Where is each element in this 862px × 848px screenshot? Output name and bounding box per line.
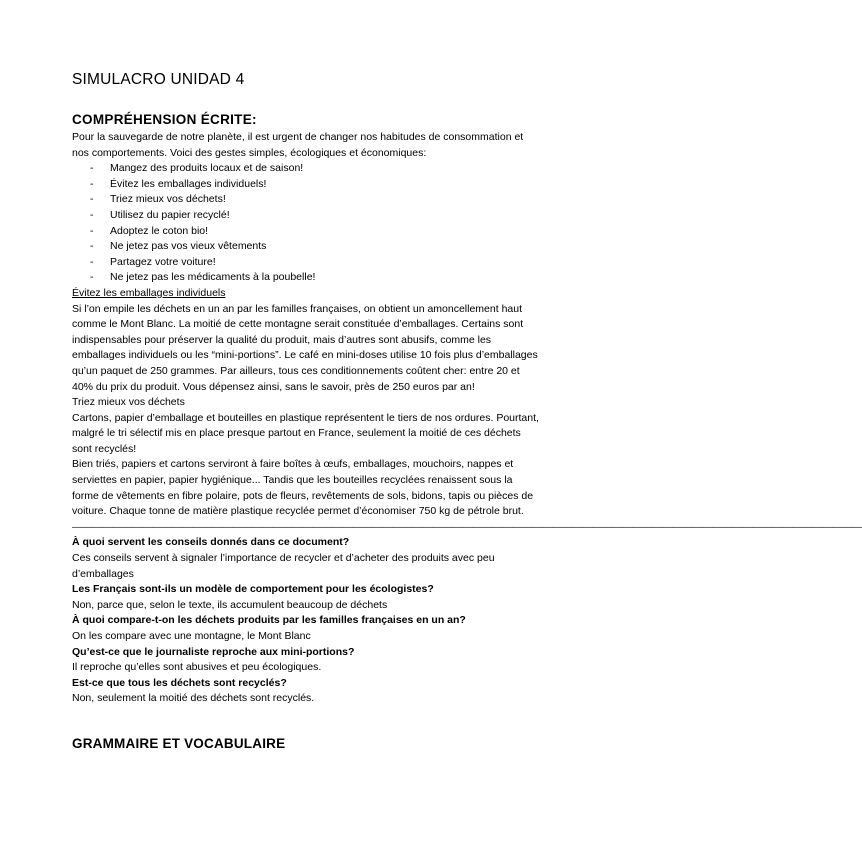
comprehension-body [72,130,862,707]
tips-list [72,161,542,286]
bullet-dash: - [90,240,94,253]
separator-line: ——————————————————————————————————————————————————————————————————————————————— [72,520,862,533]
subtitle-emballages: Évitez les emballages individuels [72,286,226,299]
bullet-dash: - [90,271,94,284]
list-item-text: Mangez des produits locaux et de saison! [110,162,304,175]
paragraph-recyclage: Bien triés, papiers et cartons serviront à faire boîtes à œufs, emballages, mouchoirs, nappes et serviettes en papier, papier hygiénique... Tandis que les bouteilles recyclées renaissent sous la forme de vêtements en fibre polaire, pots de fleurs, revêtements de sols, bidons, tapis ou pièces de voiture. Chaque tonne de matière plastique recyclée permet d’économiser 750 kg de pétrole brut. [72,458,534,518]
list-item [90,192,542,208]
list-item-text: Ne jetez pas vos vieux vêtements [110,240,267,253]
section-heading-comprehension: COMPRÉHENSION ÉCRITE: [72,112,257,127]
bullet-dash: - [90,255,94,268]
answer: Ces conseils servent à signaler l’importance de recycler et d’acheter des produits avec peu d’emballages [72,552,495,580]
intro-paragraph: Pour la sauvegarde de notre planète, il est urgent de changer nos habitudes de consommation et nos comportements. Voici des gestes simples, écologiques et économiques: [72,131,524,159]
list-item-text: Partagez votre voiture! [110,255,216,268]
list-item-text: Triez mieux vos déchets! [110,193,226,206]
list-item [90,270,542,286]
list-item-text: Utilisez du papier recyclé! [110,208,230,221]
list-item-text: Ne jetez pas les médicaments à la poubelle! [110,271,316,284]
section-heading-grammaire: GRAMMAIRE ET VOCABULAIRE [72,736,286,751]
list-item [90,224,542,240]
answer: Non, parce que, selon le texte, ils accumulent beaucoup de déchets [72,598,388,611]
answer: On les compare avec une montagne, le Mont Blanc [72,630,311,642]
list-item [90,161,542,177]
list-item [90,177,542,193]
subtitle-dechets: Triez mieux vos déchets [72,396,185,409]
list-item [90,239,542,255]
question: Qu’est-ce que le journaliste reproche aux mini-portions? [72,645,355,658]
answer: Non, seulement la moitié des déchets sont recyclés. [72,692,315,705]
answer: Il reproche qu’elles sont abusives et peu écologiques. [72,661,322,674]
question: Est-ce que tous les déchets sont recyclés? [72,676,287,689]
question: À quoi compare-t-on les déchets produits par les familles françaises en un an? [72,614,466,627]
bullet-dash: - [90,177,94,190]
bullet-dash: - [90,208,94,221]
list-item [90,255,542,271]
bullet-dash: - [90,193,94,206]
question: Les Français sont-ils un modèle de comportement pour les écologistes? [72,583,434,596]
bullet-dash: - [90,224,94,237]
paragraph-dechets: Cartons, papier d’emballage et bouteilles en plastique représentent le tiers de nos ordures. Pourtant, malgré le tri sélectif mis en place presque partout en France, seulement la moitié de ces déchets sont recyclés! [72,411,539,455]
list-item-text: Évitez les emballages individuels! [110,177,267,190]
document-title: SIMULACRO UNIDAD 4 [72,71,245,88]
list-item [90,208,542,224]
question: À quoi servent les conseils donnés dans ce document? [72,536,350,549]
paragraph-emballages: Si l’on empile les déchets en un an par les familles françaises, on obtient un amoncellement haut comme le Mont Blanc. La moitié de cette montagne serait constituée d’emballages. Certains sont indispensables pour préserver la qualité du produit, mais d’autres sont abusifs, comme les emballages individuels ou les “mini-portions”. Le café en mini-doses utilise 10 fois plus d’emballages qu’un paquet de 250 grammes. Par ailleurs, tous ces conditionnements coûtent cher: entre 20 et 40% du prix du produit. Vous dépensez ainsi, sans le savoir, près de 250 euros par an! [72,302,538,393]
bullet-dash: - [90,162,94,175]
list-item-text: Adoptez le coton bio! [110,224,209,237]
